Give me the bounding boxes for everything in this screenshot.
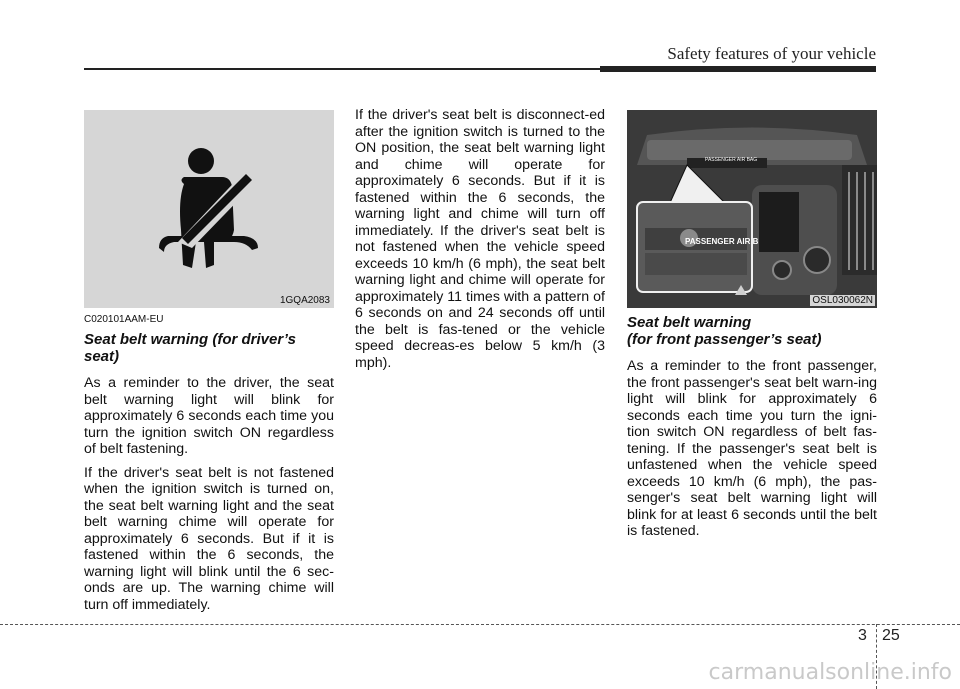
subhead-line2: (for front passenger’s seat) bbox=[627, 331, 822, 348]
figure-code: OSL030062N bbox=[812, 295, 873, 306]
subhead-line1: Seat belt warning bbox=[627, 314, 752, 331]
dashboard-figure bbox=[627, 110, 877, 308]
seatbelt-warning-icon bbox=[84, 110, 334, 308]
driver-seatbelt-heading: Seat belt warning (for driver’s seat) bbox=[84, 331, 296, 365]
airbag-label-inset: PASSENGER AIR B bbox=[685, 237, 759, 246]
header-rule-accent bbox=[600, 66, 876, 72]
page-number: 25 bbox=[882, 627, 900, 644]
footer-rule bbox=[0, 624, 960, 625]
paragraph: As a reminder to the driver, the seat belt warning light will blink for approximately 6 seconds each time you turn the ignition switch ON regardless of belt fastening. bbox=[84, 375, 334, 457]
passenger-seatbelt-heading bbox=[627, 314, 877, 348]
passenger-airbag-panel-image bbox=[627, 110, 877, 308]
chapter-number: 3 bbox=[858, 627, 867, 644]
airbag-label-top: PASSENGER AIR BAG bbox=[705, 157, 758, 163]
watermark: carmanualsonline.info bbox=[708, 660, 952, 685]
paragraph: If the driver's seat belt is disconnect-ed after the ignition switch is turned to the ON position, the seat belt warning light and chime will operate for approximately 6 seconds. But if it is fastened within the 6 seconds, the warning light and chime will turn off immediately. If the driver's seat belt is not fastened when the vehicle speed exceeds 10 km/h (6 mph), the seat belt warning light and chime will operate for approximately 11 times with a pattern of 6 seconds on and 24 seconds off until the belt is fas-tened or the vehicle speed decreas-es below 5 km/h (3 mph). bbox=[355, 107, 605, 371]
left-column bbox=[84, 110, 334, 620]
right-column bbox=[627, 110, 877, 547]
figure-code: 1GQA2083 bbox=[279, 295, 330, 306]
paragraph: If the driver's seat belt is not fastened when the ignition switch is turned on, the seat belt warning light and the seat belt warning chime will operate for approximately 6 seconds. But if it is fastened within the 6 seconds, the warning light will blink until the 6 sec-onds are up. The warning chime will turn off immediately. bbox=[84, 464, 334, 613]
doc-code: C020101AAM-EU bbox=[84, 314, 164, 325]
seatbelt-figure bbox=[84, 110, 334, 308]
paragraph: As a reminder to the front passenger, the front passenger's seat belt warn-ing light will blink for approximately 6 seconds each time you turn the igni-tion switch ON regardless of belt fas-tening. If the passenger's seat belt is unfastened when the vehicle speed exceeds 10 km/h (6 mph), the pas-senger's seat belt warning light will blink for at least 6 seconds until the belt is fastened. bbox=[627, 358, 877, 539]
middle-column bbox=[355, 107, 605, 378]
section-title: Safety features of your vehicle bbox=[667, 44, 876, 63]
